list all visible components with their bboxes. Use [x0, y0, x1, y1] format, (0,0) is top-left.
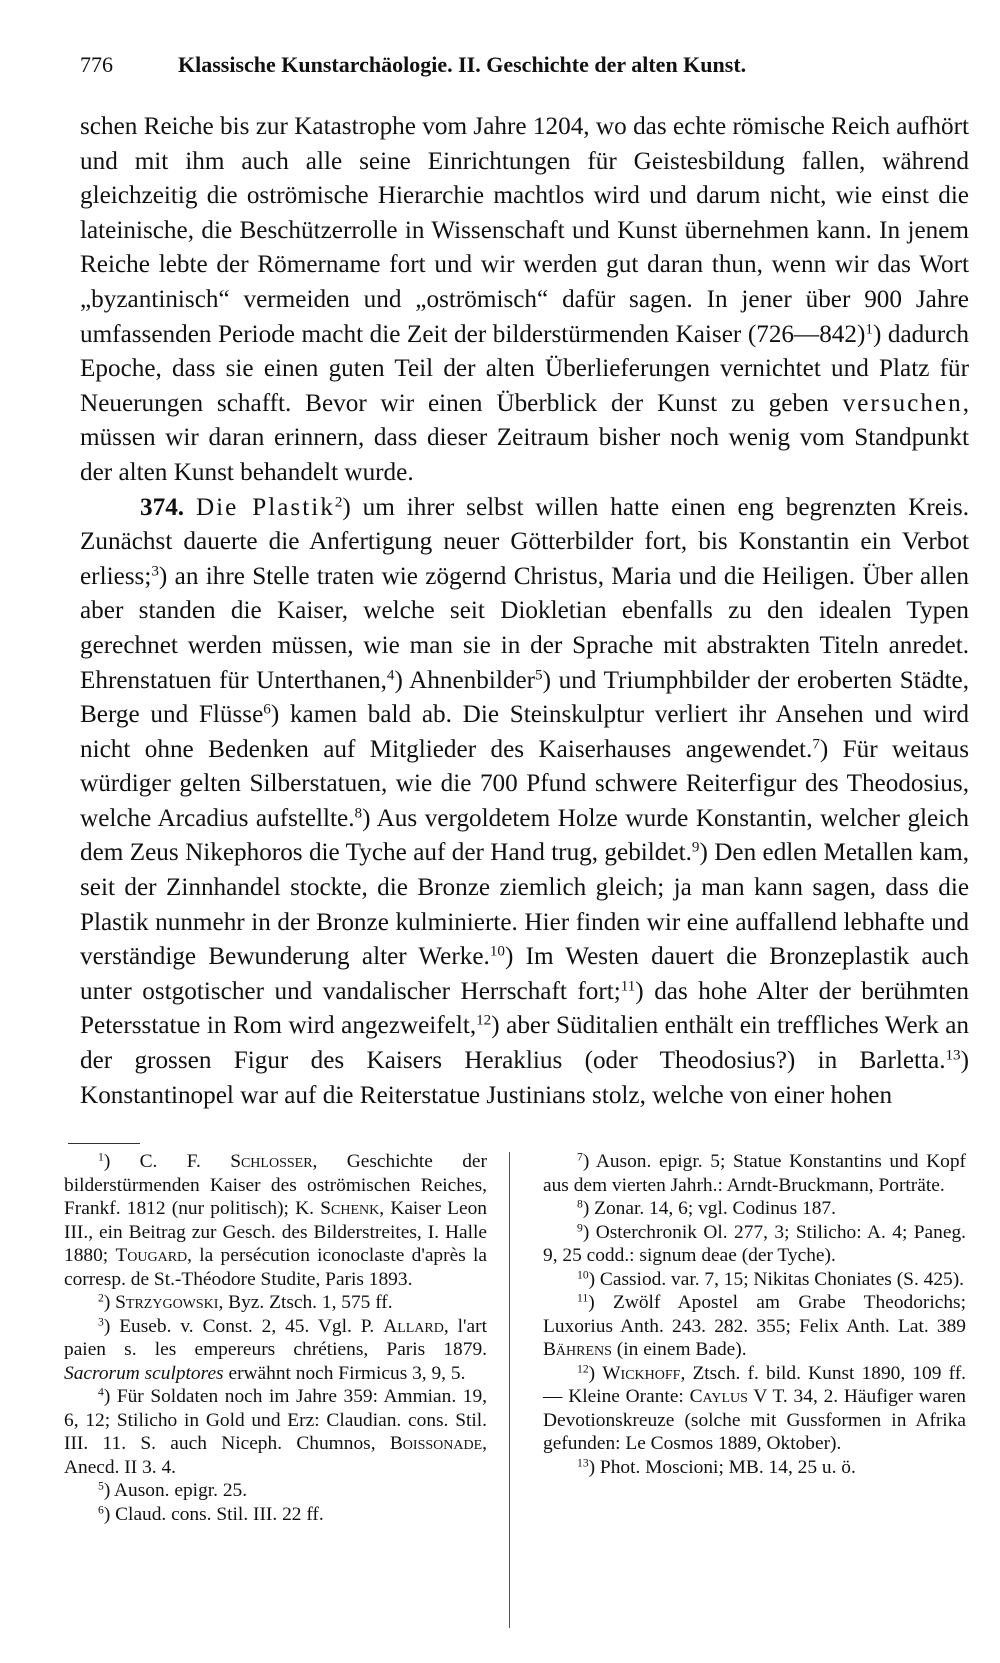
footnote-12: [543, 1362, 966, 1456]
footnote-rule: [68, 1143, 140, 1144]
author-name: Allard: [383, 1315, 444, 1337]
footnote-ref: 10: [489, 943, 505, 960]
section-heading: Die Plastik: [195, 493, 335, 521]
footnote-ref: 3: [151, 563, 159, 580]
section-number: 374.: [140, 493, 185, 521]
footnote-ref: 4: [386, 667, 395, 684]
footnote-number: 10: [577, 1268, 589, 1282]
footnote-ref: 9: [691, 840, 700, 857]
text-run: erwähnt noch Firmicus 3, 9, 5.: [223, 1362, 466, 1384]
text-run: (in einem Bade).: [611, 1339, 747, 1360]
footnote-number: 12: [577, 1362, 589, 1376]
running-header: [80, 52, 880, 78]
author-name: Schlosser: [230, 1151, 313, 1172]
footnote-4: [64, 1385, 487, 1479]
footnote-number: 9: [577, 1221, 583, 1235]
text-run: ) aber Süditalien enthält ein treffliches Werk an der grossen Figur des Kaisers Heraklius (oder Theodosius?) in Barletta.: [80, 1012, 969, 1075]
text-run: ) Im Westen dauert die Bronzeplastik auch unter ostgotischer und vandalischer Herrschaft fort;: [80, 943, 969, 1005]
footnote-ref: 1: [865, 321, 873, 338]
footnote-3: [64, 1315, 487, 1386]
text-run: ) Phot. Moscioni; MB. 14, 25 u. ö.: [588, 1456, 856, 1478]
footnote-2: [64, 1291, 487, 1315]
footnote-9: [543, 1221, 966, 1268]
footnote-column-divider: [509, 1152, 510, 1628]
footnote-ref: 6: [263, 701, 271, 718]
footnote-ref: 11: [620, 978, 636, 995]
text-run: schen Reiche bis zur Katastrophe vom Jahre 1204, wo das echte römische Reich aufhört und mit ihm auch alle seine Einrichtungen für Geistesbildung fallen, während gleichzeitig die oströmische Hierarchie machtlos wird und darum nicht, wie einst die lateinische, die Beschützerrolle in Wissenschaft und Kunst übernehmen kann. In jenem Reiche lebte der Römername fort und wir werden gut daran thun, wenn wir das Wort „byzantinisch“ vermeiden und „oströmisch“ dafür sagen. In jener über 900 Jahre umfassenden Periode macht die Zeit der bilderstürmenden Kaiser (726—842): [80, 113, 969, 348]
text-run: ) das hohe Alter der berühmten Petersstatue in Rom wird angezweifelt,: [80, 977, 969, 1040]
text-run: ): [103, 1292, 116, 1313]
footnote-7: [543, 1150, 966, 1197]
text-run: ) Osterchronik Ol. 277, 3; Stilicho: A. 4; Paneg. 9, 25 codd.: signum deae (der Tyche).: [543, 1221, 966, 1266]
author-name: Wickhoff: [602, 1362, 681, 1384]
text-run: , Anecd. II 3. 4.: [64, 1433, 487, 1478]
footnote-number: 8: [577, 1197, 583, 1211]
footnotes-left-column: [64, 1150, 487, 1526]
footnote-ref: 5: [535, 667, 543, 684]
footnote-ref: 2: [334, 494, 343, 511]
text-run: ) C. F.: [103, 1151, 231, 1172]
footnote-ref: 13: [945, 1047, 961, 1064]
text-run: ) Für Soldaten noch im Jahre 359: Ammian. 19, 6, 12; Stilicho in Gold und Erz: Claudian. cons. Stil. III. 11. S. auch Niceph. Chumnos,: [64, 1386, 487, 1454]
text-run: ) Auson. epigr. 5; Statue Konstantins und Kopf aus dem vierten Jahrh.: Arndt-Bruckmann, Porträte.: [543, 1151, 966, 1196]
text-run: , Kaiser Leon III., ein Beitrag zur Gesch. des Bilderstreites, I. Halle 1880;: [64, 1198, 487, 1266]
footnote-ref: 8: [354, 805, 363, 822]
text-run: , Byz. Ztsch. 1, 575 ff.: [218, 1292, 393, 1313]
text-run: ) Ahnenbilder: [394, 666, 536, 694]
footnote-10: [543, 1268, 966, 1292]
text-run: ) um ihrer selbst willen hatte einen eng begrenzten Kreis. Zunächst dauerte die Anfertigung neuer Götterbilder fort, bis Konstantin ein Verbot erliess;: [80, 493, 970, 590]
paragraph-1: [80, 110, 969, 491]
text-run: ) an ihre Stelle traten wie zögernd Christus, Maria und die Heiligen. Über allen aber standen die Kaiser, welche seit Diokletian ebenfalls zu den idealen Typen gerechnet werden müssen, wie man sie in der Sprache mit abstrakten Titeln anredet. Ehrenstatuen für Unterthanen,: [80, 562, 969, 694]
author-name: Strzygowski: [115, 1292, 219, 1313]
text-run: ) Zonar. 14, 6; vgl. Codinus 187.: [582, 1198, 836, 1219]
page-number: 776: [80, 52, 113, 77]
text-run: , la persécution iconoclaste d'après la corresp. de St.-Théodore Studite, Paris 1893.: [64, 1245, 487, 1290]
author-name: Bährens: [543, 1339, 612, 1360]
footnote-number: 13: [577, 1456, 589, 1470]
footnote-number: 5: [98, 1479, 104, 1493]
text-run: ) Euseb. v. Const. 2, 45. Vgl. P.: [103, 1315, 384, 1337]
footnote-13: [543, 1456, 966, 1480]
footnote-number: 7: [577, 1150, 583, 1164]
text-run: , l'art paien s. les empereurs chrétiens, Paris 1879.: [64, 1315, 487, 1360]
footnote-number: 11: [577, 1291, 589, 1305]
footnote-ref: 7: [812, 736, 820, 753]
text-run: ) Zwölf Apostel am Grabe Theodorichs; Luxorius Anth. 243. 282. 355; Felix Anth. Lat. 389: [543, 1292, 966, 1337]
emphasis-spaced: versuchen: [842, 389, 963, 417]
text-run: , Geschichte der bilderstürmenden Kaiser des oströmischen Reiches, Frankf. 1812 (nur politisch); K.: [64, 1151, 487, 1219]
running-title: Klassische Kunstarchäologie. II. Geschichte der alten Kunst.: [178, 52, 747, 77]
main-text: [80, 110, 969, 1113]
author-name: Tougard: [115, 1245, 188, 1266]
text-run: V T. 34, 2. Häufiger waren Devotionskreuze (solche mit Gussformen in Afrika gefunden: Le Cosmos 1889, Oktober).: [543, 1386, 966, 1454]
text-run: , Ztsch. f. bild. Kunst 1890, 109 ff. — Kleine Orante:: [543, 1362, 966, 1407]
footnote-5: [64, 1479, 487, 1503]
text-run: ) und Triumphbilder der eroberten Städte, Berge und Flüsse: [80, 666, 970, 729]
footnote-number: 3: [98, 1315, 104, 1329]
text-run: , müssen wir daran erinnern, dass dieser Zeitraum bisher noch wenig vom Standpunkt der alten Kunst behandelt wurde.: [80, 389, 969, 486]
footnote-6: [64, 1503, 487, 1527]
footnotes-right-column: [543, 1150, 966, 1479]
text-run: ) kamen bald ab. Die Steinskulptur verliert ihr Ansehen und wird nicht ohne Bedenken auf Mitglieder des Kaiserhauses angewendet.: [80, 701, 969, 763]
footnote-8: [543, 1197, 966, 1221]
author-name: Schenk: [320, 1198, 380, 1219]
text-run: ) Konstantinopel war auf die Reiterstatue Justinians stolz, welche von einer hohen: [80, 1047, 969, 1109]
italic-phrase: Sacrorum sculptores: [64, 1362, 224, 1384]
text-run: ) Auson. epigr. 25.: [103, 1480, 248, 1501]
footnote-number: 2: [98, 1291, 104, 1305]
text-run: ) Für weitaus würdiger gelten Silberstatuen, wie die 700 Pfund schwere Reiterfigur des Theodosius, welche Arcadius aufstellte.: [80, 735, 969, 832]
footnote-ref: 12: [476, 1013, 492, 1030]
text-run: ) Den edlen Metallen kam, seit der Zinnhandel stockte, die Bronze ziemlich gleich; ja man kann sagen, dass die Plastik nunmehr in der Bronze kulminierte. Hier finden wir eine auffallend lebhafte und verständige Bewunderung alter Werke.: [80, 839, 970, 971]
author-name: Caylus: [689, 1386, 748, 1407]
footnote-number: 4: [98, 1385, 104, 1399]
footnote-number: 1: [98, 1150, 104, 1164]
text-run: ) Cassiod. var. 7, 15; Nikitas Choniates (S. 425).: [588, 1268, 965, 1290]
text-run: ) Claud. cons. Stil. III. 22 ff.: [103, 1503, 324, 1525]
footnote-1: [64, 1150, 487, 1291]
text-run: ) dadurch Epoche, dass sie einen guten Teil der alten Überlieferungen vernichtet und Platz für Neuerungen schafft. Bevor wir einen Überblick der Kunst zu geben: [80, 320, 969, 417]
footnote-number: 6: [98, 1503, 104, 1517]
paragraph-374: [80, 491, 969, 1114]
footnote-11: [543, 1291, 966, 1362]
text-run: ) Aus vergoldetem Holze wurde Konstantin, welcher gleich dem Zeus Nikephoros die Tyche auf der Hand trug, gebildet.: [80, 804, 969, 867]
author-name: Boissonade: [389, 1433, 483, 1454]
text-run: ): [588, 1362, 603, 1384]
